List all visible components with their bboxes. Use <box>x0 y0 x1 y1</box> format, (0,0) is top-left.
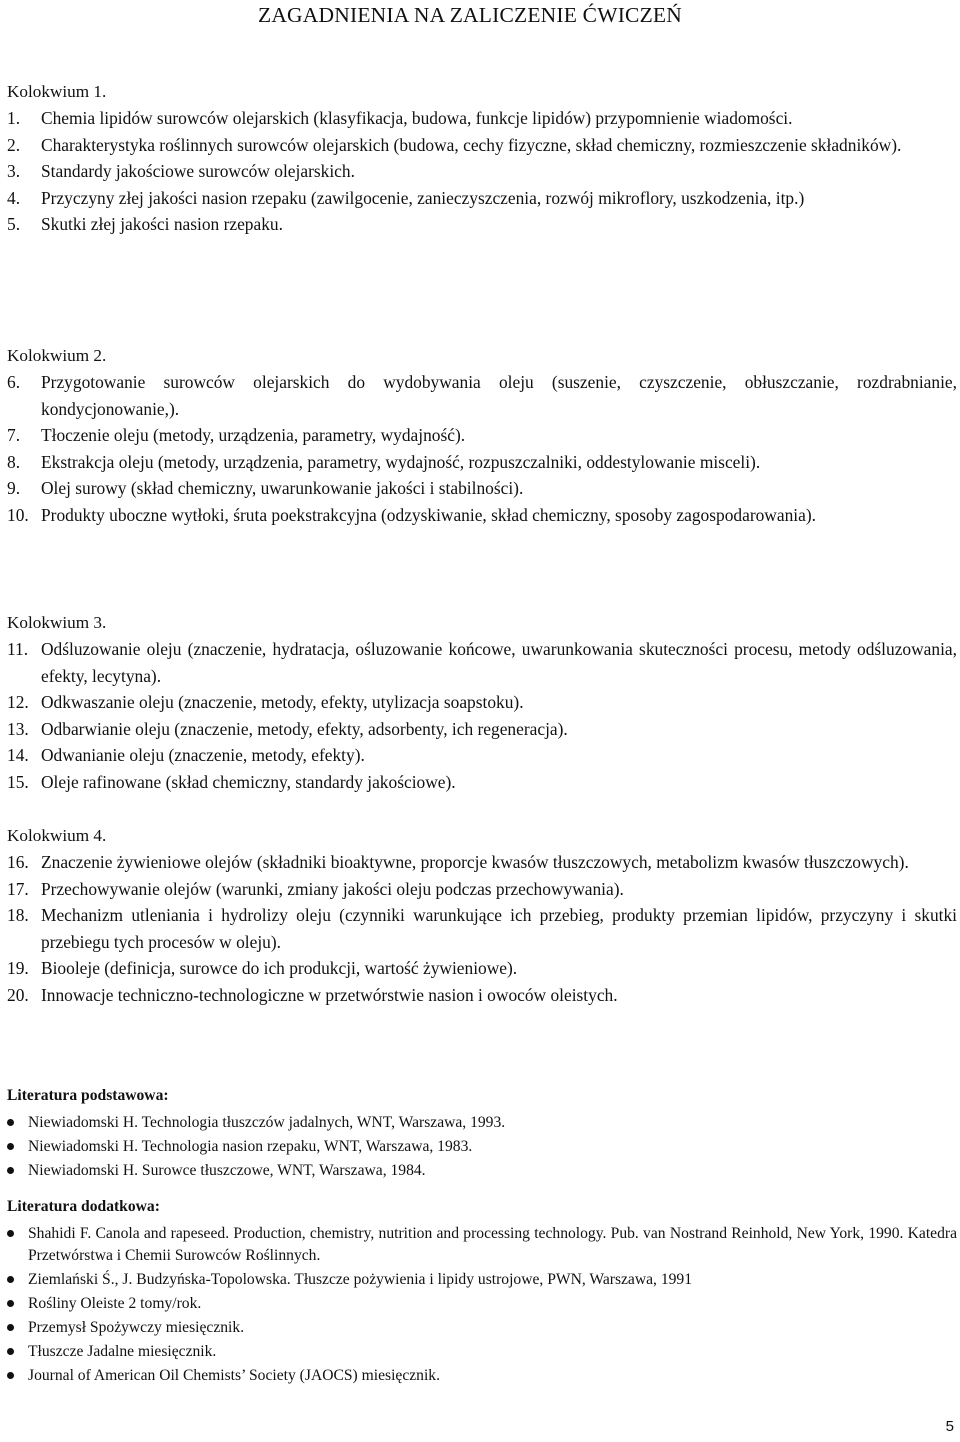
topic-item <box>7 769 957 796</box>
document-title: ZAGADNIENIA NA ZALICZENIE ĆWICZEŃ <box>258 3 682 27</box>
literature-item <box>7 1136 957 1158</box>
topic-text: Produkty uboczne wytłoki, śruta poekstrakcyjna (odzyskiwanie, skład chemiczny, sposoby zagospodarowania). <box>41 504 816 525</box>
literature-item <box>7 1317 957 1339</box>
topic-item <box>7 742 957 769</box>
bullet-icon <box>7 1300 14 1307</box>
topic-text: Biooleje (definicja, surowce do ich produkcji, wartość żywieniowe). <box>41 958 518 978</box>
section-kolokwium-4 <box>7 823 957 1008</box>
literature-text: Shahidi F. Canola and rapeseed. Production, chemistry, nutrition and processing technology. Pub. van Nostrand Reinhold, New York, 1990. Katedra Przetwórstwa i Chemii Surowców Roślinnych. <box>28 1225 957 1264</box>
topic-number: 2. <box>7 134 21 155</box>
literature-text: Ziemlański Ś., J. Budzyńska-Topolowska. Tłuszcze pożywienia i lipidy ustrojowe, PWN, Warszawa, 1991 <box>28 1271 693 1288</box>
literature-text: Journal of American Oil Chemists’ Society (JAOCS) miesięcznik. <box>28 1367 441 1384</box>
section-heading: Kolokwium 4. <box>7 826 107 845</box>
topic-number: 7. <box>7 425 21 445</box>
section-kolokwium-2 <box>7 343 957 528</box>
topic-item <box>7 185 957 212</box>
topic-text: Standardy jakościowe surowców olejarskich. <box>41 161 355 181</box>
topic-text: Odwanianie oleju (znaczenie, metody, efekty). <box>41 745 365 765</box>
bullet-icon <box>7 1372 14 1379</box>
topic-item <box>7 449 957 476</box>
topic-number: 12. <box>7 692 29 712</box>
topic-item <box>7 849 957 876</box>
topic-item <box>7 132 957 159</box>
topic-text: Charakterystyka roślinnych surowców olejarskich (budowa, cechy fizyczne, skład chemiczny, rozmieszczenie składników). <box>41 134 902 155</box>
topic-text: Skutki złej jakości nasion rzepaku. <box>41 214 283 234</box>
topic-text: Mechanizm utleniania i hydrolizy oleju (czynniki warunkujące ich przebieg, produkty przemian lipidów, przyczyny i skutki przebiegu tych procesów w oleju). <box>41 905 957 952</box>
literature-item <box>7 1223 957 1267</box>
topic-number: 15. <box>7 771 29 792</box>
topic-number: 5. <box>7 214 21 234</box>
literature-text: Niewiadomski H. Surowce tłuszczowe, WNT, Warszawa, 1984. <box>28 1162 426 1179</box>
literature-item <box>7 1341 957 1363</box>
topic-number: 6. <box>7 372 21 392</box>
topic-text: Odkwaszanie oleju (znaczenie, metody, efekty, utylizacja soapstoku). <box>41 692 524 712</box>
topic-item <box>7 502 957 529</box>
page-number: 5 <box>945 1418 954 1435</box>
bullet-icon <box>7 1143 14 1150</box>
topic-number: 16. <box>7 852 29 872</box>
section-heading: Kolokwium 2. <box>7 346 107 365</box>
topic-text: Znaczenie żywieniowe olejów (składniki bioaktywne, proporcje kwasów tłuszczowych, metabolizm kwasów tłuszczowych). <box>41 852 909 872</box>
topic-text: Przechowywanie olejów (warunki, zmiany jakości oleju podczas przechowywania). <box>41 878 624 899</box>
literature-basic-heading: Literatura podstawowa: <box>7 1087 169 1104</box>
topic-number: 3. <box>7 161 21 181</box>
literature-text: Tłuszcze Jadalne miesięcznik. <box>28 1343 217 1360</box>
topic-text: Chemia lipidów surowców olejarskich (klasyfikacja, budowa, funkcje lipidów) przypomnienie wiadomości. <box>41 108 793 128</box>
topic-item <box>7 689 957 716</box>
literature-text: Niewiadomski H. Technologia nasion rzepaku, WNT, Warszawa, 1983. <box>28 1138 473 1155</box>
topic-number: 13. <box>7 718 29 739</box>
topic-item <box>7 716 957 743</box>
bullet-icon <box>7 1276 14 1283</box>
topic-number: 19. <box>7 958 29 978</box>
section-kolokwium-3 <box>7 610 957 795</box>
topic-item <box>7 955 957 982</box>
topic-item <box>7 902 957 955</box>
literature-item <box>7 1112 957 1134</box>
literature-additional-heading: Literatura dodatkowa: <box>7 1198 160 1215</box>
bullet-icon <box>7 1119 14 1126</box>
literature-text: Rośliny Oleiste 2 tomy/rok. <box>28 1295 202 1312</box>
topic-number: 18. <box>7 905 29 925</box>
literature-basic-list <box>7 1112 957 1182</box>
topic-number: 9. <box>7 478 21 498</box>
topic-text: Ekstrakcja oleju (metody, urządzenia, parametry, wydajność, rozpuszczalniki, oddestylowanie misceli). <box>41 451 761 472</box>
literature-text: Przemysł Spożywczy miesięcznik. <box>28 1319 245 1336</box>
topic-item <box>7 369 957 422</box>
topic-item <box>7 211 957 238</box>
topic-number: 8. <box>7 451 21 472</box>
topic-number: 11. <box>7 639 29 659</box>
literature-text: Niewiadomski H. Technologia tłuszczów jadalnych, WNT, Warszawa, 1993. <box>28 1114 506 1131</box>
topic-item <box>7 105 957 132</box>
topic-text: Odśluzowanie oleju (znaczenie, hydratacja, ośluzowanie końcowe, uwarunkowania skuteczności procesu, metody odśluzowania, efekty, lecytyna). <box>41 639 957 686</box>
topic-number: 1. <box>7 108 21 128</box>
topic-number: 20. <box>7 984 29 1005</box>
literature-additional-list <box>7 1223 957 1387</box>
topic-text: Tłoczenie oleju (metody, urządzenia, parametry, wydajność). <box>41 425 466 445</box>
literature-basic <box>7 1085 957 1182</box>
topic-text: Odbarwianie oleju (znaczenie, metody, efekty, adsorbenty, ich regeneracja). <box>41 718 568 739</box>
topic-item <box>7 422 957 449</box>
topic-text: Przygotowanie surowców olejarskich do wydobywania oleju (suszenie, czyszczenie, obłuszczanie, rozdrabnianie, kondycjonowanie,). <box>41 372 957 419</box>
topic-text: Olej surowy (skład chemiczny, uwarunkowanie jakości i stabilności). <box>41 478 524 498</box>
topic-number: 14. <box>7 745 29 765</box>
topic-text: Przyczyny złej jakości nasion rzepaku (zawilgocenie, zanieczyszczenia, rozwój mikroflory, uszkodzenia, itp.) <box>41 187 805 208</box>
bullet-icon <box>7 1324 14 1331</box>
literature-item <box>7 1365 957 1387</box>
topic-text: Innowacje techniczno-technologiczne w przetwórstwie nasion i owoców oleistych. <box>41 984 618 1005</box>
literature-item <box>7 1269 957 1291</box>
section-heading: Kolokwium 3. <box>7 613 107 632</box>
topic-item <box>7 876 957 903</box>
bullet-icon <box>7 1167 14 1174</box>
topic-text: Oleje rafinowane (skład chemiczny, standardy jakościowe). <box>41 771 456 792</box>
topic-number: 17. <box>7 878 29 899</box>
topic-number: 4. <box>7 187 21 208</box>
topic-number: 10. <box>7 504 29 525</box>
topic-item <box>7 158 957 185</box>
literature-item <box>7 1293 957 1315</box>
literature-additional <box>7 1196 957 1387</box>
topic-item <box>7 636 957 689</box>
topic-item <box>7 982 957 1009</box>
literature-item <box>7 1160 957 1182</box>
bullet-icon <box>7 1348 14 1355</box>
bullet-icon <box>7 1230 14 1237</box>
topic-item <box>7 475 957 502</box>
section-kolokwium-1 <box>7 79 957 238</box>
section-heading: Kolokwium 1. <box>7 82 107 101</box>
